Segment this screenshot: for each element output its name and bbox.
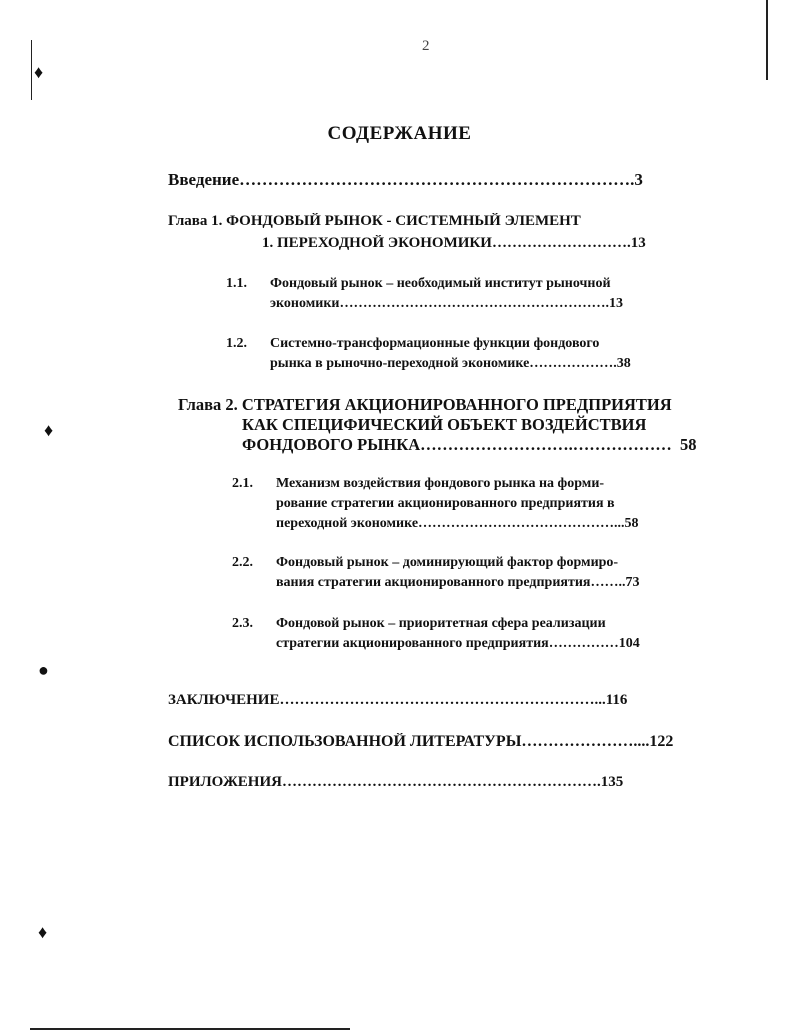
toc-section-1-1-line2-text: экономики — [270, 296, 340, 311]
left-scan-edge — [31, 40, 32, 100]
toc-section-2-1-line2: рование стратегии акционированного предприятия в — [276, 496, 615, 511]
toc-references-page: ..122 — [641, 733, 674, 750]
toc-references — [168, 733, 734, 751]
binder-hole-mark-4: ♦ — [38, 922, 48, 942]
toc-section-2-1-line1: Механизм воздействия фондового рынка на форми- — [276, 476, 605, 491]
toc-references-dots: ………………….. — [521, 733, 642, 750]
toc-section-1-2-page: .38 — [613, 356, 631, 371]
toc-appendix-page: 135 — [600, 774, 624, 790]
toc-conclusion-dots: ……………………………………………………….. — [279, 692, 602, 708]
toc-chapter2-line3 — [242, 435, 742, 455]
toc-section-1-2-line1: Системно-трансформационные функции фондового — [270, 336, 600, 351]
toc-section-1-1-number: 1.1. — [226, 276, 247, 291]
toc-section-1-2-line2 — [270, 356, 732, 372]
toc-chapter2-line1: Глава 2. СТРАТЕГИЯ АКЦИОНИРОВАННОГО ПРЕДПРИЯТИЯ — [178, 395, 672, 414]
toc-section-2-3-page: 104 — [618, 636, 640, 651]
toc-section-2-2-page: 73 — [625, 575, 640, 590]
binder-hole-mark-3: ● — [38, 660, 49, 680]
page-title: СОДЕРЖАНИЕ — [327, 123, 472, 144]
toc-section-2-2-number: 2.2. — [232, 555, 253, 570]
toc-section-2-3-line2-text: стратегии акционированного предприятия — [276, 636, 549, 651]
toc-conclusion-text: ЗАКЛЮЧЕНИЕ — [168, 692, 280, 708]
toc-section-2-1-line3 — [276, 516, 736, 532]
bottom-scan-line — [30, 1028, 350, 1030]
toc-section-2-1-number: 2.1. — [232, 476, 253, 491]
toc-chapter1-line2 — [262, 235, 732, 252]
toc-chapter2-line2: КАК СПЕЦИФИЧЕСКИЙ ОБЪЕКТ ВОЗДЕЙСТВИЯ — [242, 415, 647, 434]
toc-intro-dots: …………………………………………………………… — [239, 170, 631, 189]
toc-section-1-2-number: 1.2. — [226, 336, 247, 351]
page-number: 2 — [422, 38, 430, 54]
binder-hole-mark-1: ♦ — [34, 62, 44, 82]
toc-section-1-1-line1: Фондовый рынок – необходимый институт рыночной — [270, 276, 611, 291]
toc-chapter1-dots: ……………………… — [491, 235, 627, 251]
toc-appendix-dots: ………………………………………………………. — [281, 774, 601, 790]
toc-chapter2-line3-text: ФОНДОВОГО РЫНКА — [242, 435, 421, 454]
toc-chapter1-page: .13 — [626, 235, 646, 251]
toc-intro — [168, 170, 728, 190]
toc-section-2-1-page: 58 — [624, 516, 639, 531]
toc-section-1-2-line2-text: рынка в рыночно-переходной экономике — [270, 356, 530, 371]
toc-section-2-2-line1: Фондовый рынок – доминирующий фактор формиро- — [276, 555, 619, 570]
toc-references-text: СПИСОК ИСПОЛЬЗОВАННОЙ ЛИТЕРАТУРЫ — [168, 733, 522, 750]
toc-section-1-2-dots: ……………… — [529, 356, 614, 371]
toc-chapter2-dots: ……………………….……………… — [420, 435, 672, 454]
toc-intro-page: .3 — [630, 170, 643, 189]
right-scan-edge — [766, 0, 768, 80]
toc-section-2-3-dots: …………… — [548, 636, 619, 651]
toc-section-2-2-dots: …….. — [590, 575, 626, 590]
toc-section-1-1-line2 — [270, 296, 732, 312]
toc-section-2-1-dots: ……………………………………... — [418, 516, 625, 531]
toc-section-1-1-dots: ………………………………………………… — [339, 296, 606, 311]
toc-intro-text: Введение — [168, 170, 240, 189]
toc-conclusion — [168, 692, 734, 709]
toc-chapter1-line1: Глава 1. ФОНДОВЫЙ РЫНОК - СИСТЕМНЫЙ ЭЛЕМЕНТ — [168, 213, 581, 229]
toc-section-2-1-line3-text: переходной экономике — [276, 516, 419, 531]
toc-section-2-2-line2-text: вания стратегии акционированного предприятия — [276, 575, 591, 590]
toc-appendix — [168, 774, 734, 791]
toc-chapter1-line2-text: 1. ПЕРЕХОДНОЙ ЭКОНОМИКИ — [262, 235, 492, 251]
toc-chapter2-page: 58 — [679, 435, 697, 454]
toc-section-2-2-line2 — [276, 575, 736, 591]
toc-section-2-3-line2 — [276, 636, 736, 652]
toc-appendix-text: ПРИЛОЖЕНИЯ — [168, 774, 282, 790]
toc-section-2-3-line1: Фондовой рынок – приоритетная сфера реализации — [276, 616, 606, 631]
toc-conclusion-page: .116 — [601, 692, 628, 708]
binder-hole-mark-2: ♦ — [44, 420, 54, 440]
toc-section-1-1-page: .13 — [605, 296, 623, 311]
toc-section-2-3-number: 2.3. — [232, 616, 253, 631]
